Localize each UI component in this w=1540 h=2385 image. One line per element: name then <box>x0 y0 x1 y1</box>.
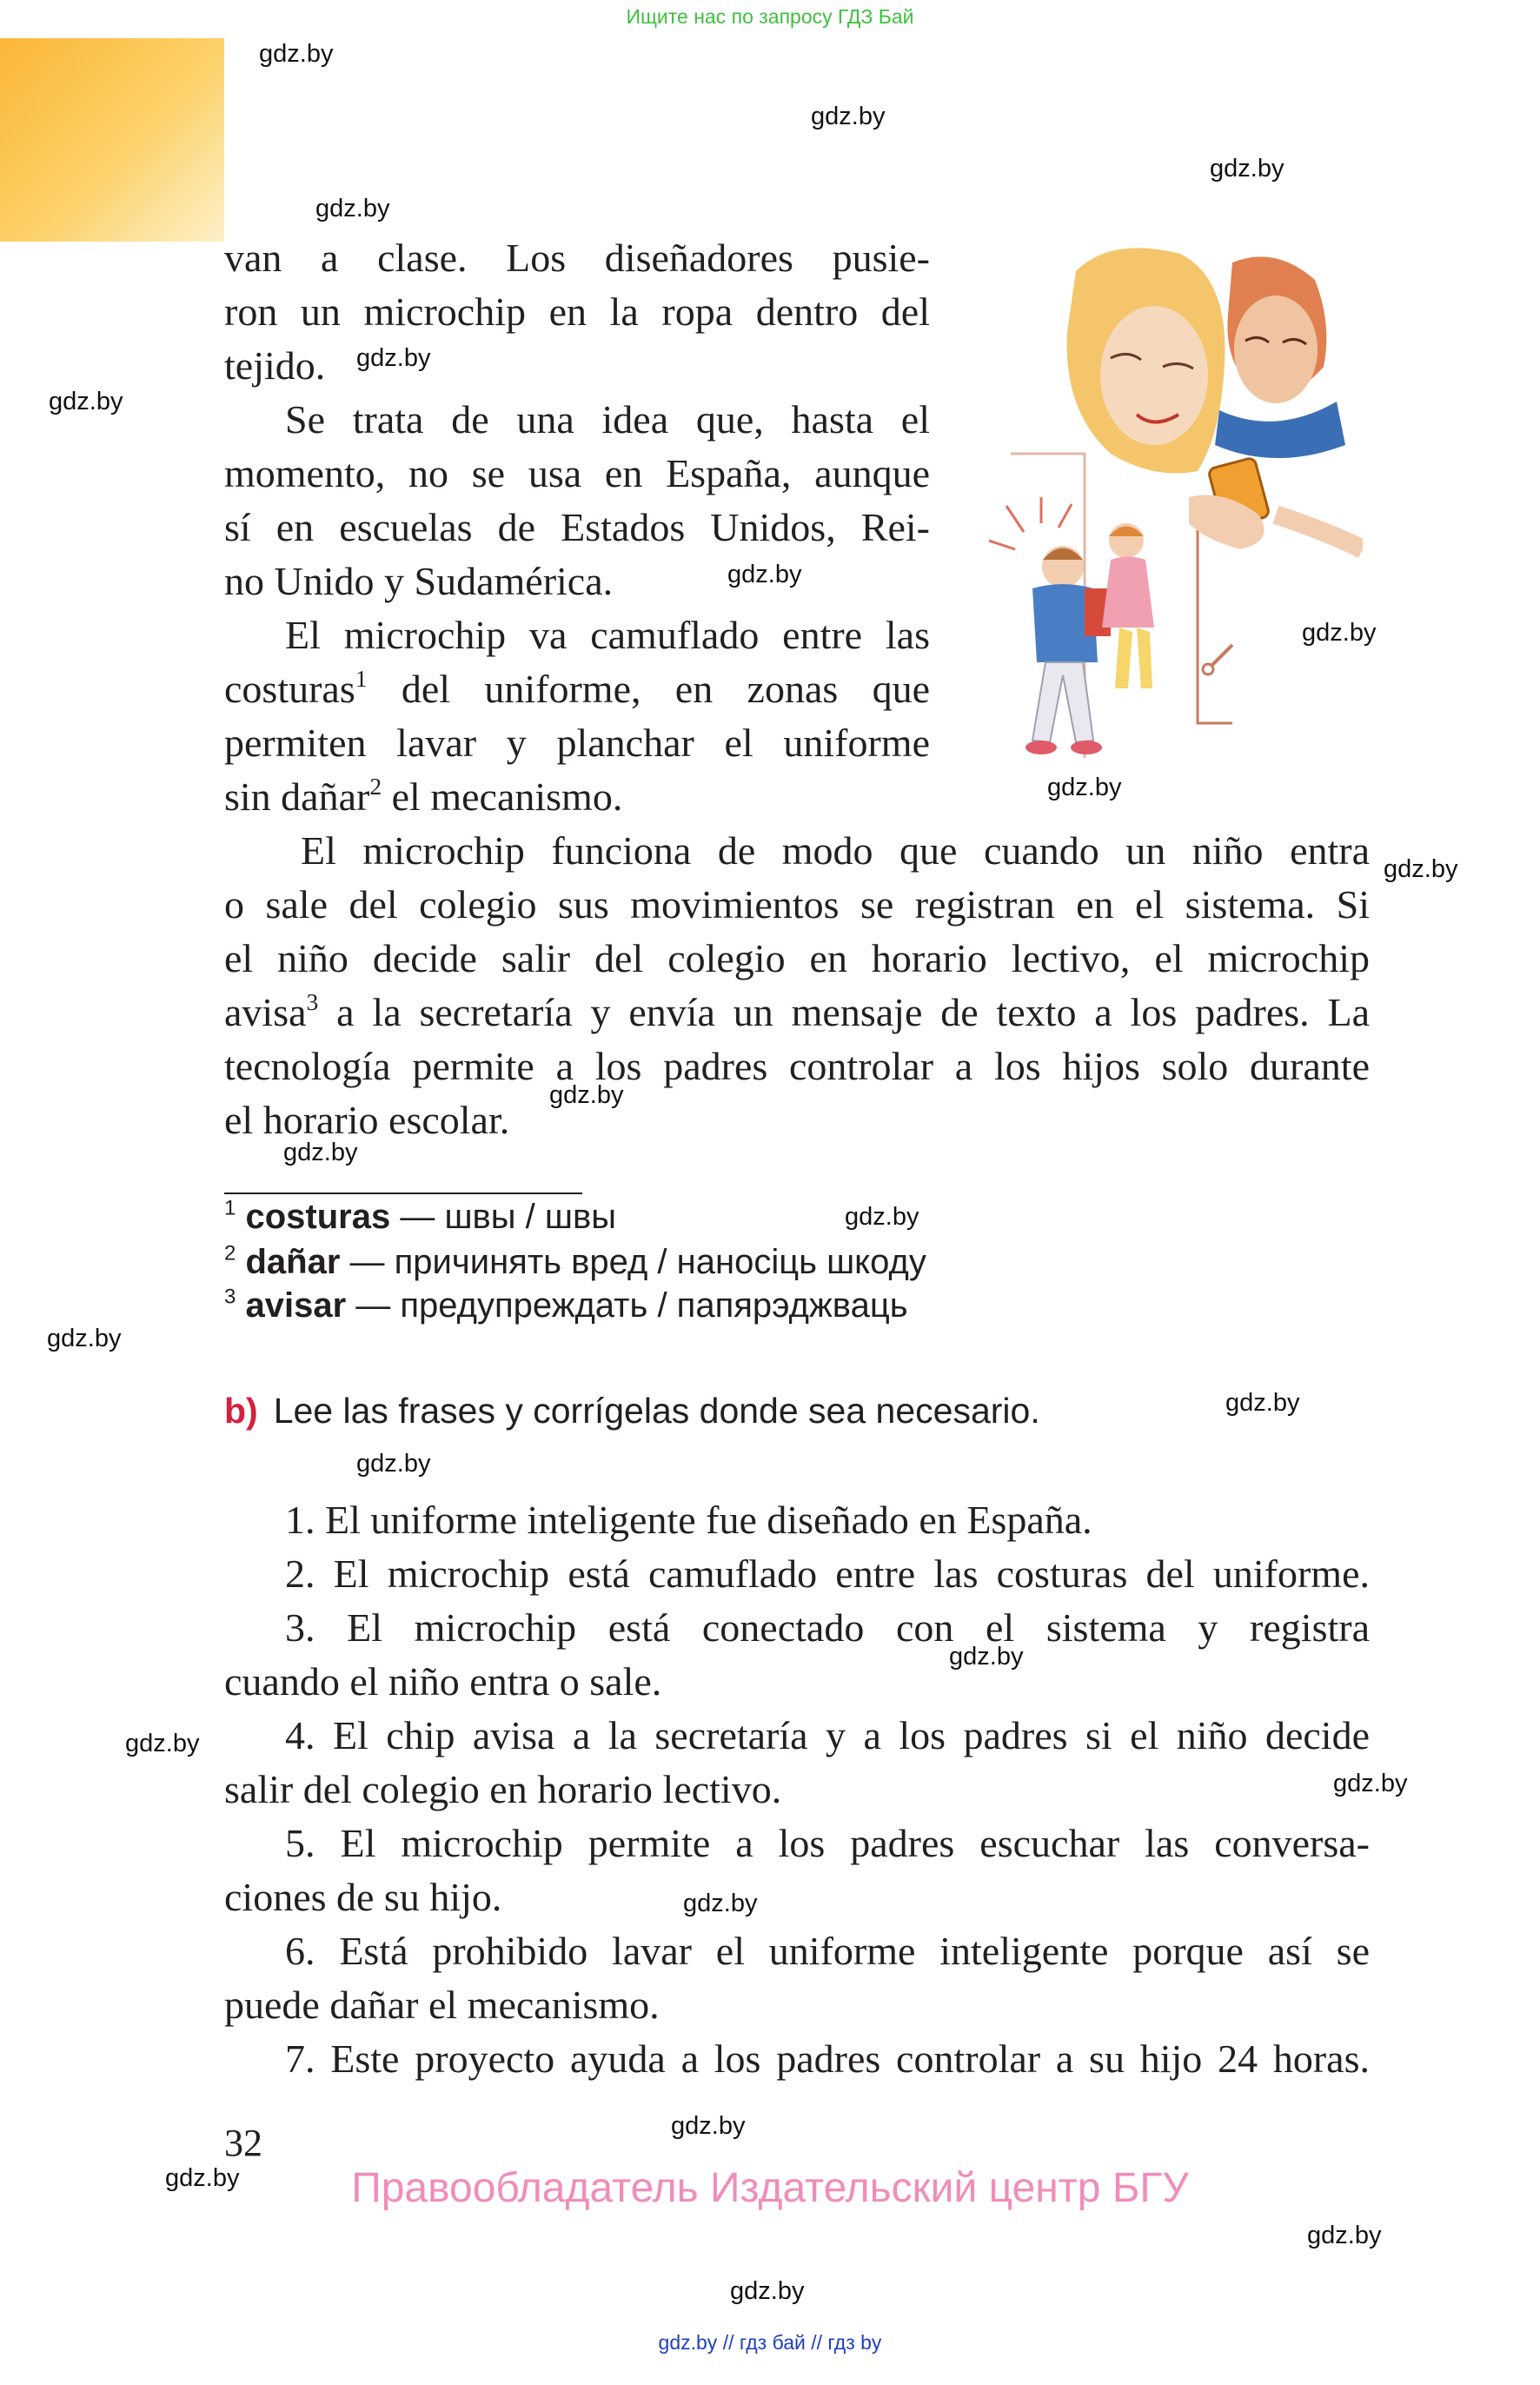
task-label: b) <box>224 1391 258 1431</box>
watermark: gdz.by <box>356 344 431 372</box>
text-line: el niño decide salir del colegio en horario lectivo, el microchip <box>224 936 1370 980</box>
watermark: gdz.by <box>683 1890 758 1917</box>
text-line: El microchip funciona de modo que cuando un niño entra <box>301 828 1370 873</box>
watermark: gdz.by <box>671 2112 746 2140</box>
text-line: el horario escolar. <box>224 1098 510 1142</box>
watermark: gdz.by <box>47 1325 122 1352</box>
footnote-divider <box>224 1192 582 1194</box>
text-line: ron un microchip en la ropa dentro del <box>224 289 930 334</box>
watermark: gdz.by <box>49 388 123 415</box>
watermark: gdz.by <box>1210 155 1284 183</box>
watermark: gdz.by <box>283 1139 358 1166</box>
watermark: gdz.by <box>949 1643 1024 1671</box>
footnote-1: $^1$ costuras — швы / швы <box>224 1196 616 1236</box>
search-note: Ищите нас по запросу ГДЗ Бай <box>626 5 914 28</box>
sentence-6-line-2: puede dañar el mecanismo. <box>224 1983 660 2027</box>
sentence-5-line-2: ciones de su hijo. <box>224 1875 502 1919</box>
watermark: gdz.by <box>1333 1770 1408 1797</box>
watermark: gdz.by <box>1225 1389 1300 1417</box>
watermark: gdz.by <box>845 1203 919 1231</box>
footnote-2: $^2$ dañar — причинять вред / наносіць шкоду <box>224 1241 926 1281</box>
sentence-6-line-1: 6. Está prohibido lavar el uniforme inteligente porque así se <box>285 1929 1370 1973</box>
watermark: gdz.by <box>125 1730 200 1757</box>
text-line: El microchip va camuflado entre las <box>285 613 930 657</box>
text-line: avisa$^3$ a la secretaría y envía un mensaje de texto a los padres. La <box>224 988 1370 1034</box>
watermark: gdz.by <box>1047 774 1122 801</box>
paragraph-2 <box>224 393 930 608</box>
watermark: gdz.by <box>165 2164 240 2192</box>
sentence-4-line-1: 4. El chip avisa a la secretaría y a los padres si el niño decide <box>285 1713 1370 1757</box>
text-line: permiten lavar y planchar el uniforme <box>224 721 930 765</box>
text-line: sí en escuelas de Estados Unidos, Rei- <box>224 505 930 549</box>
sentence-5-line-1: 5. El microchip permite a los padres escuchar las conversa- <box>285 1821 1370 1865</box>
sentence-2: 2. El microchip está camuflado entre las costuras del uniforme. <box>285 1551 1370 1596</box>
sentence-1: 1. El uniforme inteligente fue diseñado en España. <box>285 1498 1092 1542</box>
paragraph-3 <box>224 608 930 824</box>
corner-decoration <box>0 38 224 242</box>
task-text: Lee las frases y corrígelas donde sea necesario. <box>273 1391 1040 1431</box>
watermark: gdz.by <box>1302 619 1377 647</box>
sentence-4-line-2: salir del colegio en horario lectivo. <box>224 1767 782 1811</box>
sentence-list <box>224 1493 1370 2086</box>
copyright-notice: Правообладатель Издательский центр БГУ <box>351 2165 1189 2211</box>
mother-father-phone-children-illustration <box>980 236 1363 777</box>
text-line: tejido. <box>224 343 326 388</box>
watermark: gdz.by <box>315 195 390 223</box>
sentence-3-line-2: cuando el niño entra o sale. <box>224 1659 662 1704</box>
watermark: gdz.by <box>1384 855 1458 883</box>
footnote-3: $^3$ avisar — предупреждать / папярэджваць <box>224 1285 908 1325</box>
text-line: o sale del colegio sus movimientos se registran en el sistema. Si <box>224 882 1370 927</box>
page-number: 32 <box>224 2122 262 2164</box>
watermark: gdz.by <box>549 1081 624 1109</box>
text-line: Se trata de una idea que, hasta el <box>285 397 930 442</box>
paragraph-4 <box>224 824 1370 1147</box>
text-line: sin dañar$^2$ el mecanismo. <box>224 773 623 819</box>
task-instruction <box>224 1391 1040 1432</box>
watermark: gdz.by <box>259 40 334 68</box>
sentence-3-line-1: 3. El microchip está conectado con el sistema y registra <box>285 1605 1370 1650</box>
text-line: no Unido y Sudamérica. <box>224 559 614 603</box>
text-line: momento, no se usa en España, aunque <box>224 451 930 495</box>
watermark: gdz.by <box>727 561 802 588</box>
text-line: costuras$^1$ del uniforme, en zonas que <box>224 665 930 711</box>
paragraph-1 <box>224 231 930 393</box>
watermark: gdz.by <box>1307 2222 1382 2249</box>
watermark: gdz.by <box>356 1450 431 1478</box>
watermark: gdz.by <box>730 2277 805 2305</box>
text-line: van a clase. Los diseñadores pusie- <box>224 236 930 280</box>
text-line: tecnología permite a los padres controlar a los hijos solo durante <box>224 1044 1370 1088</box>
sentence-7: 7. Este proyecto ayuda a los padres controlar a su hijo 24 horas. <box>285 2036 1370 2081</box>
watermark: gdz.by <box>811 103 886 130</box>
footer-links[interactable]: gdz.by // гдз бай // гдз by <box>658 2331 882 2354</box>
